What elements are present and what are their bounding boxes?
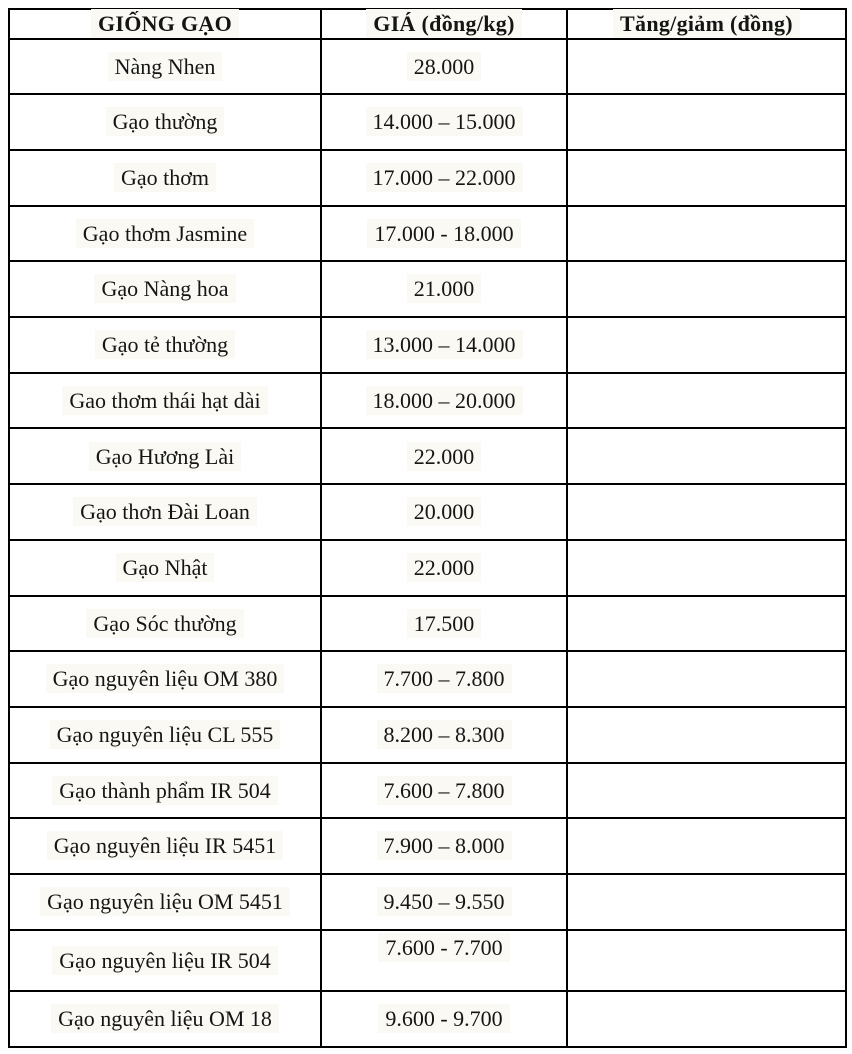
price-cell: 9.450 – 9.550 — [321, 874, 567, 930]
table-row — [9, 818, 846, 874]
change-cell — [567, 874, 846, 930]
table-row — [9, 373, 846, 429]
price-cell: 14.000 – 15.000 — [321, 94, 567, 150]
variety-cell: Gạo thơm — [9, 150, 321, 206]
header-row — [9, 9, 846, 39]
change-cell — [567, 373, 846, 429]
table-row — [9, 596, 846, 652]
price-cell: 17.000 - 18.000 — [321, 206, 567, 262]
price-cell: 20.000 — [321, 484, 567, 540]
variety-cell: Gạo nguyên liệu OM 380 — [9, 651, 321, 707]
table-row — [9, 428, 846, 484]
column-header-price — [321, 9, 567, 39]
change-cell — [567, 206, 846, 262]
table-row — [9, 991, 846, 1047]
variety-cell: Nàng Nhen — [9, 39, 321, 95]
variety-cell: Gạo nguyên liệu CL 555 — [9, 707, 321, 763]
change-cell — [567, 261, 846, 317]
change-cell — [567, 930, 846, 991]
change-cell — [567, 818, 846, 874]
table-row — [9, 874, 846, 930]
table-row — [9, 261, 846, 317]
table-row — [9, 150, 846, 206]
variety-cell: Gạo nguyên liệu OM 18 — [9, 991, 321, 1047]
variety-cell: Gạo thường — [9, 94, 321, 150]
variety-cell: Gạo thơm Jasmine — [9, 206, 321, 262]
column-header-change — [567, 9, 846, 39]
price-cell: 7.700 – 7.800 — [321, 651, 567, 707]
rice-price-table — [8, 8, 847, 1048]
change-cell — [567, 428, 846, 484]
price-cell: 17.500 — [321, 596, 567, 652]
variety-cell: Gạo Nàng hoa — [9, 261, 321, 317]
table-row — [9, 484, 846, 540]
column-header-change-label: Tăng/giảm (đồng) — [613, 9, 800, 38]
column-header-variety-label: GIỐNG GẠO — [91, 9, 239, 38]
price-cell: 17.000 – 22.000 — [321, 150, 567, 206]
change-cell — [567, 150, 846, 206]
change-cell — [567, 991, 846, 1047]
change-cell — [567, 763, 846, 819]
table-row — [9, 206, 846, 262]
table-row — [9, 763, 846, 819]
price-cell: 22.000 — [321, 540, 567, 596]
price-cell: 18.000 – 20.000 — [321, 373, 567, 429]
table-row — [9, 39, 846, 95]
variety-cell: Gạo nguyên liệu IR 504 — [9, 930, 321, 991]
change-cell — [567, 39, 846, 95]
price-cell: 22.000 — [321, 428, 567, 484]
change-cell — [567, 540, 846, 596]
change-cell — [567, 484, 846, 540]
price-cell: 7.600 - 7.700 — [321, 930, 567, 991]
change-cell — [567, 707, 846, 763]
price-cell: 8.200 – 8.300 — [321, 707, 567, 763]
table-row — [9, 540, 846, 596]
table-row — [9, 317, 846, 373]
variety-cell: Gạo Hương Lài — [9, 428, 321, 484]
price-cell: 13.000 – 14.000 — [321, 317, 567, 373]
variety-cell: Gao thơm thái hạt dài — [9, 373, 321, 429]
table-row — [9, 707, 846, 763]
price-cell: 9.600 - 9.700 — [321, 991, 567, 1047]
column-header-variety — [9, 9, 321, 39]
change-cell — [567, 317, 846, 373]
variety-cell: Gạo Sóc thường — [9, 596, 321, 652]
price-cell: 7.900 – 8.000 — [321, 818, 567, 874]
change-cell — [567, 596, 846, 652]
table-row — [9, 930, 846, 991]
variety-cell: Gạo nguyên liệu IR 5451 — [9, 818, 321, 874]
price-cell: 7.600 – 7.800 — [321, 763, 567, 819]
price-cell: 28.000 — [321, 39, 567, 95]
price-cell: 21.000 — [321, 261, 567, 317]
table-row — [9, 94, 846, 150]
change-cell — [567, 94, 846, 150]
change-cell — [567, 651, 846, 707]
column-header-price-label: GIÁ (đồng/kg) — [366, 9, 521, 38]
variety-cell: Gạo thành phẩm IR 504 — [9, 763, 321, 819]
variety-cell: Gạo Nhật — [9, 540, 321, 596]
table-row — [9, 651, 846, 707]
variety-cell: Gạo nguyên liệu OM 5451 — [9, 874, 321, 930]
variety-cell: Gạo tẻ thường — [9, 317, 321, 373]
variety-cell: Gạo thơn Đài Loan — [9, 484, 321, 540]
